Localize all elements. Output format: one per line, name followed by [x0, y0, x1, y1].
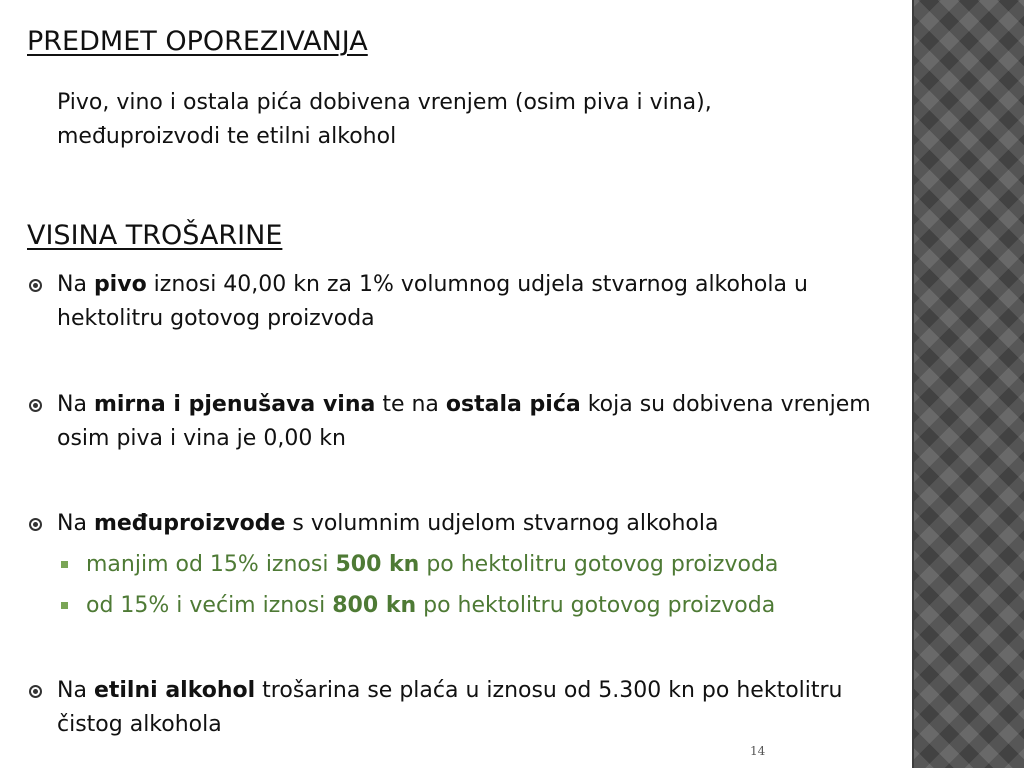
subbullet-text: po hektolitru gotovog proizvoda: [419, 552, 779, 577]
bullet-ethyl-alcohol: [57, 674, 897, 742]
bullet-wine: [57, 388, 897, 456]
bullet-text: koja su dobivena vrenjem osim piva i vina je 0,00 kn: [57, 392, 871, 451]
bullet-bold-term: mirna i pjenušava vina: [93, 392, 376, 417]
subbullet-prefix: manjim od 15% iznosi: [86, 552, 336, 577]
square-bullet-icon: [61, 561, 68, 568]
bullet-bold-term: pivo: [93, 272, 147, 297]
heading-excise-amount: VISINA TROŠARINE: [27, 220, 283, 251]
decorative-side-panel: [912, 0, 1024, 768]
bullet-text: s volumnim udjelom stvarnog alkohola: [285, 511, 719, 536]
subbullet-15-and-above: [86, 590, 775, 622]
subbullet-text: po hektolitru gotovog proizvoda: [416, 593, 776, 618]
bullet-connector: te na: [375, 392, 446, 417]
bullet-bold-term: međuproizvode: [93, 511, 286, 536]
bullet-prefix: Na: [57, 272, 94, 297]
bullet-beer: [57, 268, 897, 336]
bullet-prefix: Na: [57, 678, 94, 703]
intro-text: [57, 86, 877, 154]
bullet-prefix: Na: [57, 392, 94, 417]
bullet-prefix: Na: [57, 511, 94, 536]
bullet-bold-term-2: ostala pića: [445, 392, 581, 417]
subbullet-amount: 800 kn: [332, 593, 417, 618]
bullet-bold-term: etilni alkohol: [93, 678, 256, 703]
bullet-circle-icon: [29, 518, 42, 531]
subbullet-below-15: [86, 549, 778, 581]
intro-line-2: međuproizvodi te etilni alkohol: [57, 124, 397, 149]
bullet-circle-icon: [29, 399, 42, 412]
subbullet-prefix: od 15% i većim iznosi: [86, 593, 333, 618]
bullet-circle-icon: [29, 279, 42, 292]
heading-subject-of-taxation: PREDMET OPOREZIVANJA: [27, 26, 368, 57]
bullet-text: trošarina se plaća u iznosu od 5.300 kn po hektolitru čistog alkohola: [57, 678, 843, 737]
subbullet-amount: 500 kn: [335, 552, 420, 577]
bullet-circle-icon: [29, 685, 42, 698]
bullet-intermediate-products: [57, 507, 897, 541]
square-bullet-icon: [61, 602, 68, 609]
page-number: 14: [750, 744, 766, 758]
intro-line-1: Pivo, vino i ostala pića dobivena vrenjem (osim piva i vina),: [57, 90, 712, 115]
bullet-text: iznosi 40,00 kn za 1% volumnog udjela stvarnog alkohola u hektolitru gotovog proizvoda: [57, 272, 808, 331]
